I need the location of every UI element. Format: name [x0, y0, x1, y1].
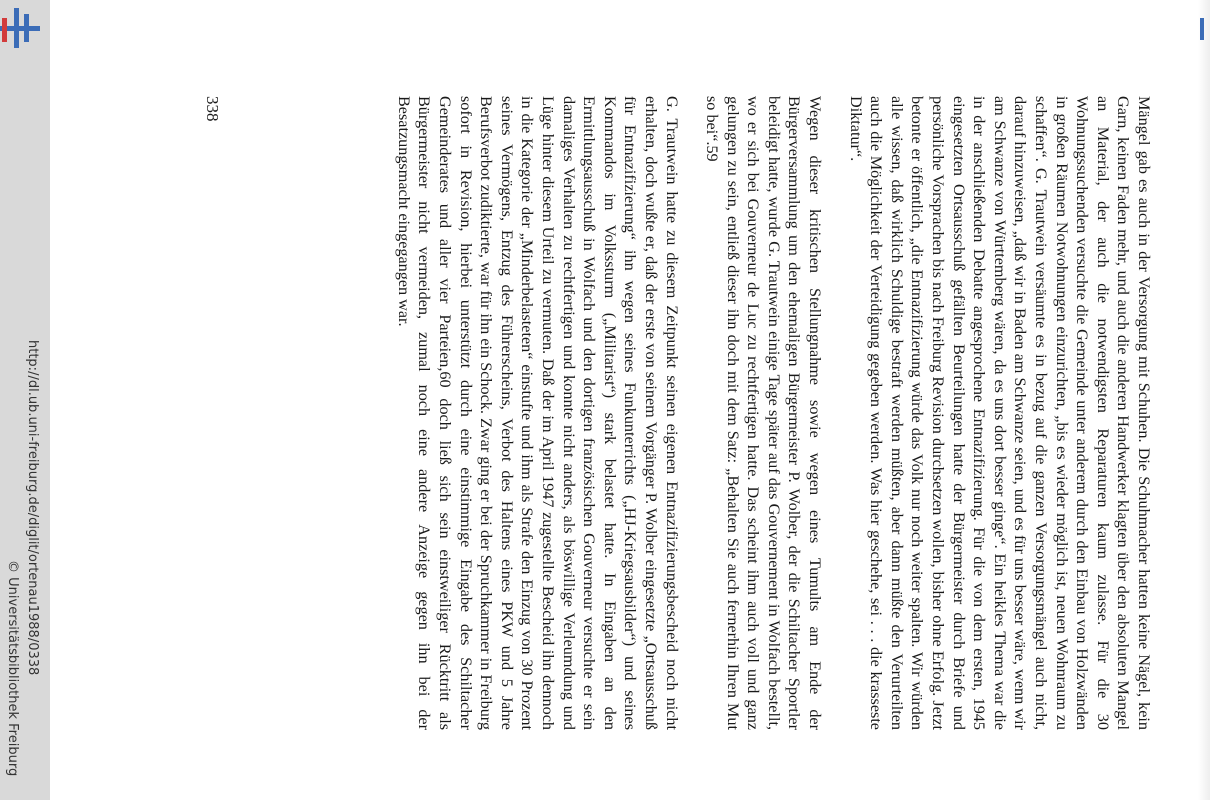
copyright-notice: © Universitätsbibliothek Freiburg — [5, 560, 20, 777]
viewer-margin — [0, 0, 50, 800]
paragraph-2: Wegen dieser kritischen Stellungnahme sowie wegen eines Tumults am Ende der Bürgerversammlung um den ehemaligen Bürgermeister P. Wolber, der die Schiltacher Sportler beleidigt hatte, wurde G. Trautwein einige Tage später auf das Gouvernement in Wolfach bestellt, wo er sich bei Gouverneur de Luc zu rechtfertigen hatte. Das scheint ihm auch voll und ganz gelungen zu sein, entließ dieser ihn doch mit dem Satz: „Behalten Sie auch fernerhin Ihren Mut so bei“.59 — [703, 96, 825, 730]
page-number: 338 — [203, 96, 222, 122]
scanned-page — [60, 0, 1210, 800]
corner-mark — [1200, 18, 1204, 40]
page-edge — [1198, 0, 1210, 800]
paragraph-1: Mängel gab es auch in der Versorgung mit Schuhen. Die Schuhmacher hatten keine Nägel, kein Garn, keinen Faden mehr, und auch die anderen Handwerker klagten über den absoluten Mangel an Material, der auch die notwendigsten Reparaturen kaum zulasse. Für die 30 Wohnungssuchenden versuchte die Gemeinde unter anderem durch den Einbau von Holzwänden in großen Räumen Notwohnungen einzurichten, „bis es wieder möglich ist, neuen Wohnraum zu schaffen“. G. Trautwein versäumte es in bezug auf die ganzen Versorgungsmängel auch nicht, darauf hinzuweisen, „daß wir in Baden am Schwanze seien, und es für uns besser wäre, wenn wir am Schwanze von Württemberg wären, da es uns dort besser ginge“. Ein heikles Thema war die in der anschließenden Debatte angesprochene Entnazifizierung. Für die von dem ersten, 1945 eingesetzten Ortsausschuß gefällten Beurteilungen hatte der Bürgermeister durch Briefe und persönliche Vorsprachen bis nach Freiburg Revision durchsetzen wollen, bisher ohne Erfolg. Jetzt betonte er öffentlich, „die Entnazifizierung würde das Volk nur noch weiter spalten. Wir würden alle wissen, daß wirklich Schuldige bestraft werden müßten, aber dann müßte den Verurteilten auch die Möglichkeit der Verteidigung gegeben werden. Was hier geschehe, sei . . . die krasseste Diktatur“. — [846, 96, 1153, 730]
document-url[interactable]: http://dl.ub.uni-freiburg.de/diglit/ortenau1988/0338 — [25, 340, 40, 676]
library-logo-icon — [0, 8, 40, 48]
page-content — [164, 96, 1154, 730]
paragraph-3: G. Trautwein hatte zu diesem Zeitpunkt seinen eigenen Entnazifizierungsbescheid noch nicht erhalten, doch wußte er, daß der erste von seinem Vorgänger P. Wolber eingesetzte „Ortsausschuß für Entnazifizierung“ ihn wegen seines Funkunterrichts („HJ-Kriegsausbilder“) und seines Kommandos im Volkssturm („Militarist“) stark belastet hatte. In Eingaben an den Ermittlungsausschuß in Wolfach und den dortigen französischen Gouverneur versuchte er sein damaliges Verhalten zu rechtfertigen und konnte nicht anders, als böswillige Verleumdung und Lüge hinter diesem Urteil zu vermuten. Daß der im April 1947 zugestellte Bescheid ihn dennoch in die Kategorie der „Minderbelasteten“ einstufte und ihm als Strafe den Einzug von 30 Prozent seines Vermögens, Entzug des Führerscheins, Verbot des Haltens eines PKW und 5 Jahre Berufsverbot zudiktierte, war für ihn ein Schock. Zwar ging er bei der Spruchkammer in Freiburg sofort in Revision, hierbei unterstützt durch eine einstimmige Eingabe des Schiltacher Gemeinderates und aller vier Parteien,60 doch ließ sich sein einstweiliger Rücktritt als Bürgermeister nicht vermeiden, zumal noch eine andere Anzeige gegen ihn bei der Besatzungsmacht eingegangen war. — [394, 96, 681, 730]
